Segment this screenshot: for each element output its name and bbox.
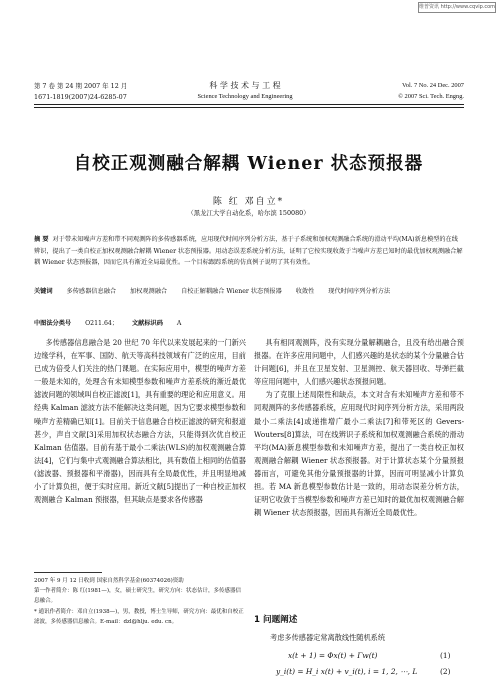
body-paragraph: 具有相同观测阵，没有实现分量解耦融合，且没有给出融合预报器。在许多应用问题中，人们感兴趣的是状态的某个分量融合估计问题[6]，并且在卫星发射、卫星测控、航天器回收、导弹拦截等应用问题中，人们感兴趣状态预报问题。 <box>254 338 464 387</box>
footnotes <box>34 576 244 627</box>
body-right-column <box>254 336 464 601</box>
keyword-item: 收敛性 <box>295 288 315 295</box>
header-vol-date-en: Vol. 7 No. 24 Dec. 2007 <box>401 82 464 89</box>
footnote-received: 2007 年 9 月 12 日收到 国家自然科学基金(60374026)资助 <box>34 578 184 584</box>
section-heading: 1 问题阐述 <box>254 615 298 625</box>
header-rule-thin <box>34 107 464 108</box>
body-paragraph: 多传感器信息融合是 20 世纪 70 年代以来发展起来的一门新兴边缘学科，在军事、国防、航天等高科技领域有广泛的应用，目前已成为倍受人们关注的热门课题。在实际应用中，模型的噪声方差一般是未知的，处理含有未知模型参数和噪声方差系统的渐近最优滤波问题的领域叫自校正滤波[1]，具有重要的理论和应用意义。用经典 Kalman 滤波方法不能解决这类问题，因为它要求模型参数和噪声方差精确已知[1]。目前关于信息融合自校正滤波的研究和报道甚少，声自文献[3]采用加权状态融合方法，只能得到次优自校正 Kalman 估值器。目前有基于最小二乘法(WLS)的加权观测融合算法[4]，它们与集中式观测融合算法相比，具有数值上相同的估值器(滤波器、预报器和平滑器)，因而具有全局最优性，并且明显地减小了计算负担，便于实时应用。新近文献[5]提出了一种自校正加权观测融合 Kalman 预报器，但其缺点是要求各传感器 <box>34 338 246 505</box>
clc-label: 中图法分类号 <box>34 320 72 327</box>
equation-1: x(t + 1) = Φx(t) + Γw(t) <box>288 651 378 660</box>
keyword-item: 多传感器信息融合 <box>66 288 117 295</box>
header-journal-name-en: Science Technology and Engineering <box>197 93 293 100</box>
keyword-item: 加权观测融合 <box>130 288 168 295</box>
footnote-rule <box>34 572 102 573</box>
equation-2: y_i(t) = H_i x(t) + v_i(t), i = 1, 2, ⋯, L <box>276 667 418 676</box>
abstract-text: 对于带未知噪声方差和带不同观测阵的多传感器系统，应用现代时间序列分析方法，基于子系统和加权观测融合系统的滑动平均(MA)新息模型的在线辨识，提出了一类自校正加权观测融合解耦 Wiener 状态预报器。用动态误差系统分析方法，证明了它按实现收敛于当噪声方差已知时的最优加权观测融合解耦 Wiener 状态预报器，因而它具有渐近全局最优性。一个目标跟踪系统的仿真例子说明了其有效性。 <box>34 236 463 267</box>
clc-value: O211.64； <box>85 320 119 327</box>
doc-code-label: 文献标识码 <box>131 320 163 327</box>
body-left-column <box>34 336 246 568</box>
equation-2-number: (2) <box>440 667 451 676</box>
abstract <box>34 234 464 269</box>
header-article-code: 1671-1819(2007)24-6285-07 <box>34 93 127 101</box>
classification-line <box>34 318 193 327</box>
keyword-item: 现代时间序列分析方法 <box>328 288 391 295</box>
source-watermark: 维普资讯 http://www.cqvip.com <box>418 2 496 13</box>
paper-authors: 陈 红 邓自立* <box>212 197 285 207</box>
paper-title: 自校正观测融合解耦 Wiener 状态预报器 <box>73 154 424 174</box>
keywords <box>34 286 464 298</box>
abstract-label: 摘 要 <box>34 236 49 243</box>
body-paragraph: 为了克服上述局限性和缺点，本文对含有未知噪声方差和带不同观测阵的多传感器系统，应用现代时间序列分析方法，采用两段最小二乘法[4]或递推增广最小二乘法[7]和带死区的 Gevers-Wouters[8]算法，可在线辨识子系统和加权观测融合系统的滑动平均(MA)新息模型参数和未知噪声方差，提出了一类自校正加权观测融合解耦 Wiener 状态预报器。对于计算状态某个分量预报器而言，可避免其他分量预报器的计算，因而可明显减小计算负担。若 MA 新息模型参数估计是一致的，用动态误差分析方法，证明它收敛于当模型参数和噪声方差已知时的最优加权观测融合解耦 Wiener 状态预报器，因而具有渐近全局最优性。 <box>254 390 464 518</box>
keyword-item: 自校正解耦融合 Wiener 状态预报器 <box>181 288 282 295</box>
header-rule <box>34 104 464 105</box>
footnote-corresponding-author: * 通讯作者简介：邓自立(1938—)，男，教授，博士生导师，研究方向：最优和自校正滤波，多传感器信息融合。E-mail：dzl@hlju. edu. cn。 <box>34 608 244 625</box>
doc-code-value: A <box>176 320 182 327</box>
keywords-label: 关键词 <box>34 288 53 295</box>
header-copyright: © 2007 Sci. Tech. Engng. <box>398 93 464 100</box>
header-journal-name: 科 学 技 术 与 工 程 <box>209 81 281 90</box>
author-affiliation: （黑龙江大学自动化系，哈尔滨 150080） <box>187 209 310 217</box>
header-volume-issue: 第 7 卷 第 24 期 2007 年 12 月 <box>34 82 128 90</box>
equation-1-number: (1) <box>440 651 451 660</box>
section-intro: 考虑多传感器定常离散线性随机系统 <box>270 633 386 642</box>
footnote-first-author: 第一作者简介：陈 红(1981—)，女，硕士研究生，研究方向：状态估计，多传感器信息融合。 <box>34 588 242 605</box>
